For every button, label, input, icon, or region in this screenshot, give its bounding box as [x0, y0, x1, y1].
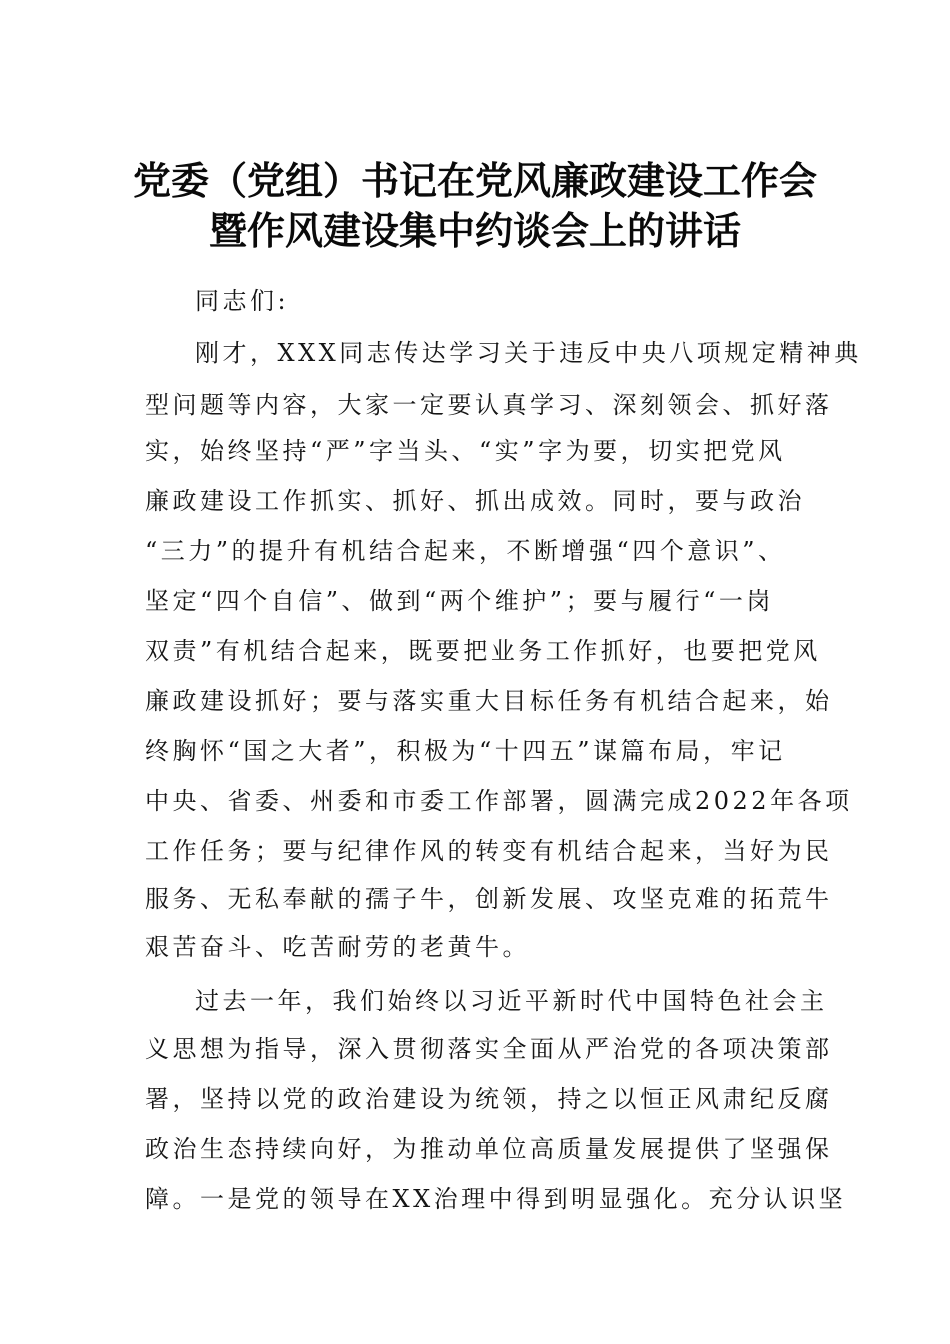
body-line: 政治生态持续向好，为推动单位高质量发展提供了坚强保	[145, 1135, 833, 1163]
body-line: 义思想为指导，深入贯彻落实全面从严治党的各项决策部	[145, 1035, 833, 1063]
body-line: 实，始终坚持“严”字当头、“实”字为要，切实把党风	[145, 437, 786, 465]
body-line: 障。一是党的领导在XX治理中得到明显强化。充分认识坚	[145, 1185, 847, 1213]
body-line: 署，坚持以党的政治建设为统领，持之以恒正风肃纪反腐	[145, 1085, 833, 1113]
body-line: 服务、无私奉献的孺子牛，创新发展、攻坚克难的拓荒牛	[145, 885, 833, 913]
body-line: 终胸怀“国之大者”，积极为“十四五”谋篇布局，牢记	[145, 737, 786, 765]
body-line: 过去一年，我们始终以习近平新时代中国特色社会主	[195, 987, 828, 1015]
document-title-line-2: 暨作风建设集中约谈会上的讲话	[208, 209, 741, 253]
body-line: “三力”的提升有机结合起来，不断增强“四个意识”、	[145, 537, 786, 565]
body-line: 刚才，XXX同志传达学习关于违反中央八项规定精神典	[195, 339, 862, 367]
body-line: 坚定“四个自信”、做到“两个维护”；要与履行“一岗	[145, 587, 774, 615]
body-line: 廉政建设抓好；要与落实重大目标任务有机结合起来，始	[145, 687, 833, 715]
body-line: 艰苦奋斗、吃苦耐劳的老黄牛。	[145, 933, 530, 961]
body-line: 中央、省委、州委和市委工作部署，圆满完成2022年各项	[145, 787, 853, 815]
body-line: 工作任务；要与纪律作风的转变有机结合起来，当好为民	[145, 837, 833, 865]
salutation: 同志们:	[195, 287, 290, 315]
document-title-line-1: 党委（党组）书记在党风廉政建设工作会	[132, 159, 817, 203]
body-line: 双责”有机结合起来，既要把业务工作抓好，也要把党风	[145, 637, 821, 665]
body-line: 型问题等内容，大家一定要认真学习、深刻领会、抓好落	[145, 391, 833, 419]
body-line: 廉政建设工作抓实、抓好、抓出成效。同时，要与政治	[145, 487, 805, 515]
